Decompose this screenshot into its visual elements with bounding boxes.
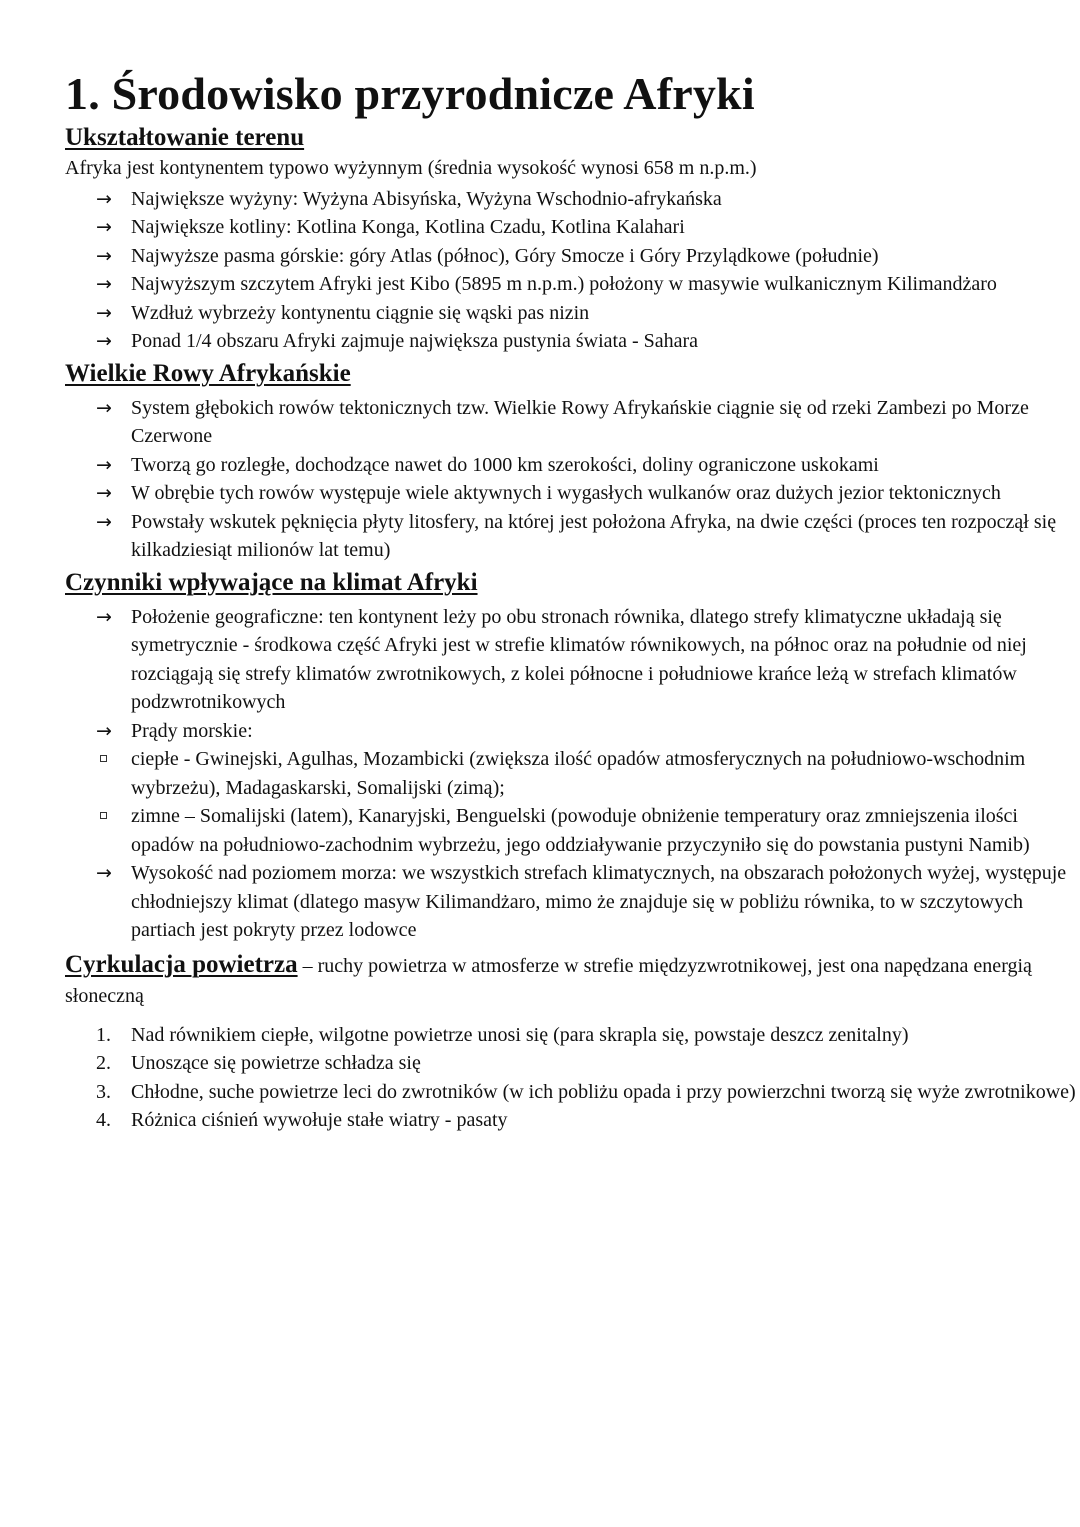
list-item-text: Unoszące się powietrze schładza się	[131, 1052, 421, 1074]
arrow-icon: →	[96, 216, 112, 238]
list-item-text: Ponad 1/4 obszaru Afryki zajmuje największa pustynia świata - Sahara	[131, 330, 699, 352]
circulation-definition	[65, 949, 1080, 1011]
sub-list-item	[65, 745, 1080, 802]
list-item-text: Wysokość nad poziomem morza: we wszystkich strefach klimatycznych, na obszarach położonych wyżej, występuje chłodniejszy klimat (dlatego masyw Kilimandżaro, mimo że znajduje się w pobliżu równika, to w szczytowych partiach jest pokryty przez lodowce	[131, 862, 1067, 941]
list-item-text: Różnica ciśnień wywołuje stałe wiatry - pasaty	[131, 1109, 508, 1131]
sub-list-item	[65, 802, 1080, 859]
arrow-icon: →	[96, 453, 112, 476]
numbered-item	[65, 1049, 1080, 1078]
list-item	[65, 185, 1080, 214]
list-item	[65, 270, 1080, 299]
arrow-icon: →	[96, 719, 112, 742]
arrow-icon: →	[96, 244, 112, 267]
numbered-item	[65, 1106, 1080, 1135]
square-bullet-icon	[100, 755, 107, 762]
arrow-icon: →	[96, 605, 112, 628]
list-item-text: Prądy morskie:	[131, 719, 253, 742]
square-bullet-icon	[100, 812, 107, 819]
list-item	[65, 299, 1080, 328]
list-item	[65, 213, 1080, 242]
list-item-text: Położenie geograficzne: ten kontynent leży po obu stronach równika, dlatego strefy klimatyczne układają się symetrycznie - środkowa część Afryki jest w strefie klimatów równikowych, na północ oraz na południe od niej rozciągają się strefy klimatów zwrotnikowych, z kolei północne i południowe krańce leżą w strefach klimatów podzwrotnikowych	[131, 605, 1027, 713]
list-item	[65, 451, 1080, 480]
section-heading-terrain: Ukształtowanie terenu	[65, 124, 305, 151]
item-number: 2.	[96, 1052, 111, 1074]
list-item-text: zimne – Somalijski (latem), Kanaryjski, Benguelski (powoduje obniżenie temperatury oraz zmniejszenia ilości opadów na południowo-zachodnim wybrzeżu, jego oddziaływanie przyczyniło się do powstania pustyni Namib)	[131, 805, 1030, 856]
list-item	[65, 717, 1080, 746]
climate-list	[65, 603, 1080, 945]
list-item-text: Wzdłuż wybrzeży kontynentu ciągnie się wąski pas nizin	[131, 301, 590, 324]
arrow-icon: →	[96, 187, 112, 210]
arrow-icon: →	[96, 396, 112, 419]
item-number: 4.	[96, 1109, 111, 1131]
list-item	[65, 603, 1080, 717]
list-item-text: Chłodne, suche powietrze leci do zwrotników (w ich pobliżu opada i przy powierzchni tworzą się wyże zwrotnikowe)	[131, 1080, 1076, 1103]
list-item-text: Największe kotliny: Kotlina Konga, Kotlina Czadu, Kotlina Kalahari	[131, 216, 685, 238]
arrow-icon: →	[96, 510, 112, 533]
rift-list	[65, 394, 1080, 565]
list-item-text: W obrębie tych rowów występuje wiele aktywnych i wygasłych wulkanów oraz dużych jezior tektonicznych	[131, 482, 1001, 504]
list-item-text: Nad równikiem ciepłe, wilgotne powietrze unosi się (para skrapla się, powstaje deszcz zenitalny)	[131, 1023, 909, 1046]
list-item-text: System głębokich rowów tektonicznych tzw. Wielkie Rowy Afrykańskie ciągnie się od rzeki Zambezi po Morze Czerwone	[131, 396, 1029, 447]
arrow-icon: →	[96, 330, 112, 352]
circulation-steps	[65, 1021, 1080, 1135]
list-item-text: Najwyższe pasma górskie: góry Atlas (północ), Góry Smocze i Góry Przylądkowe (południe)	[131, 244, 879, 267]
item-number: 3.	[96, 1080, 111, 1103]
arrow-icon: →	[96, 482, 112, 504]
arrow-icon: →	[96, 273, 112, 295]
section-heading-rift: Wielkie Rowy Afrykańskie	[65, 359, 351, 387]
list-item-text: ciepłe - Gwinejski, Agulhas, Mozambicki (zwiększa ilość opadów atmosferycznych na południowo-wschodnim wybrzeżu), Madagaskarski, Somalijski (zimą);	[131, 748, 1026, 799]
numbered-item	[65, 1078, 1080, 1107]
terrain-list	[65, 185, 1080, 356]
definition-text: – ruchy powietrza w atmosferze w strefie międzyzwrotnikowej, jest ona napędzana energią słoneczną	[65, 954, 1032, 1007]
section-heading-climate: Czynniki wpływające na klimat Afryki	[65, 568, 478, 596]
section-heading-circulation: Cyrkulacja powietrza	[65, 950, 298, 978]
arrow-icon: →	[96, 301, 112, 324]
numbered-item	[65, 1021, 1080, 1050]
item-number: 1.	[96, 1023, 111, 1046]
page-title: 1. Środowisko przyrodnicze Afryki	[65, 68, 755, 119]
list-item	[65, 394, 1080, 451]
list-item	[65, 242, 1080, 271]
list-item	[65, 508, 1080, 565]
list-item-text: Tworzą go rozległe, dochodzące nawet do 1000 km szerokości, doliny ograniczone uskokami	[131, 453, 879, 476]
list-item-text: Powstały wskutek pęknięcia płyty litosfery, na której jest położona Afryka, na dwie części (proces ten rozpoczął się kilkadziesiąt milionów lat temu)	[131, 510, 1057, 561]
list-item-text: Największe wyżyny: Wyżyna Abisyńska, Wyżyna Wschodnio-afrykańska	[131, 187, 722, 210]
list-item-text: Najwyższym szczytem Afryki jest Kibo (5895 m n.p.m.) położony w masywie wulkanicznym Kilimandżaro	[131, 273, 997, 295]
list-item	[65, 859, 1080, 945]
section-intro: Afryka jest kontynentem typowo wyżynnym (średnia wysokość wynosi 658 m n.p.m.)	[65, 157, 757, 179]
list-item	[65, 327, 1080, 356]
list-item	[65, 479, 1080, 508]
arrow-icon: →	[96, 862, 112, 884]
